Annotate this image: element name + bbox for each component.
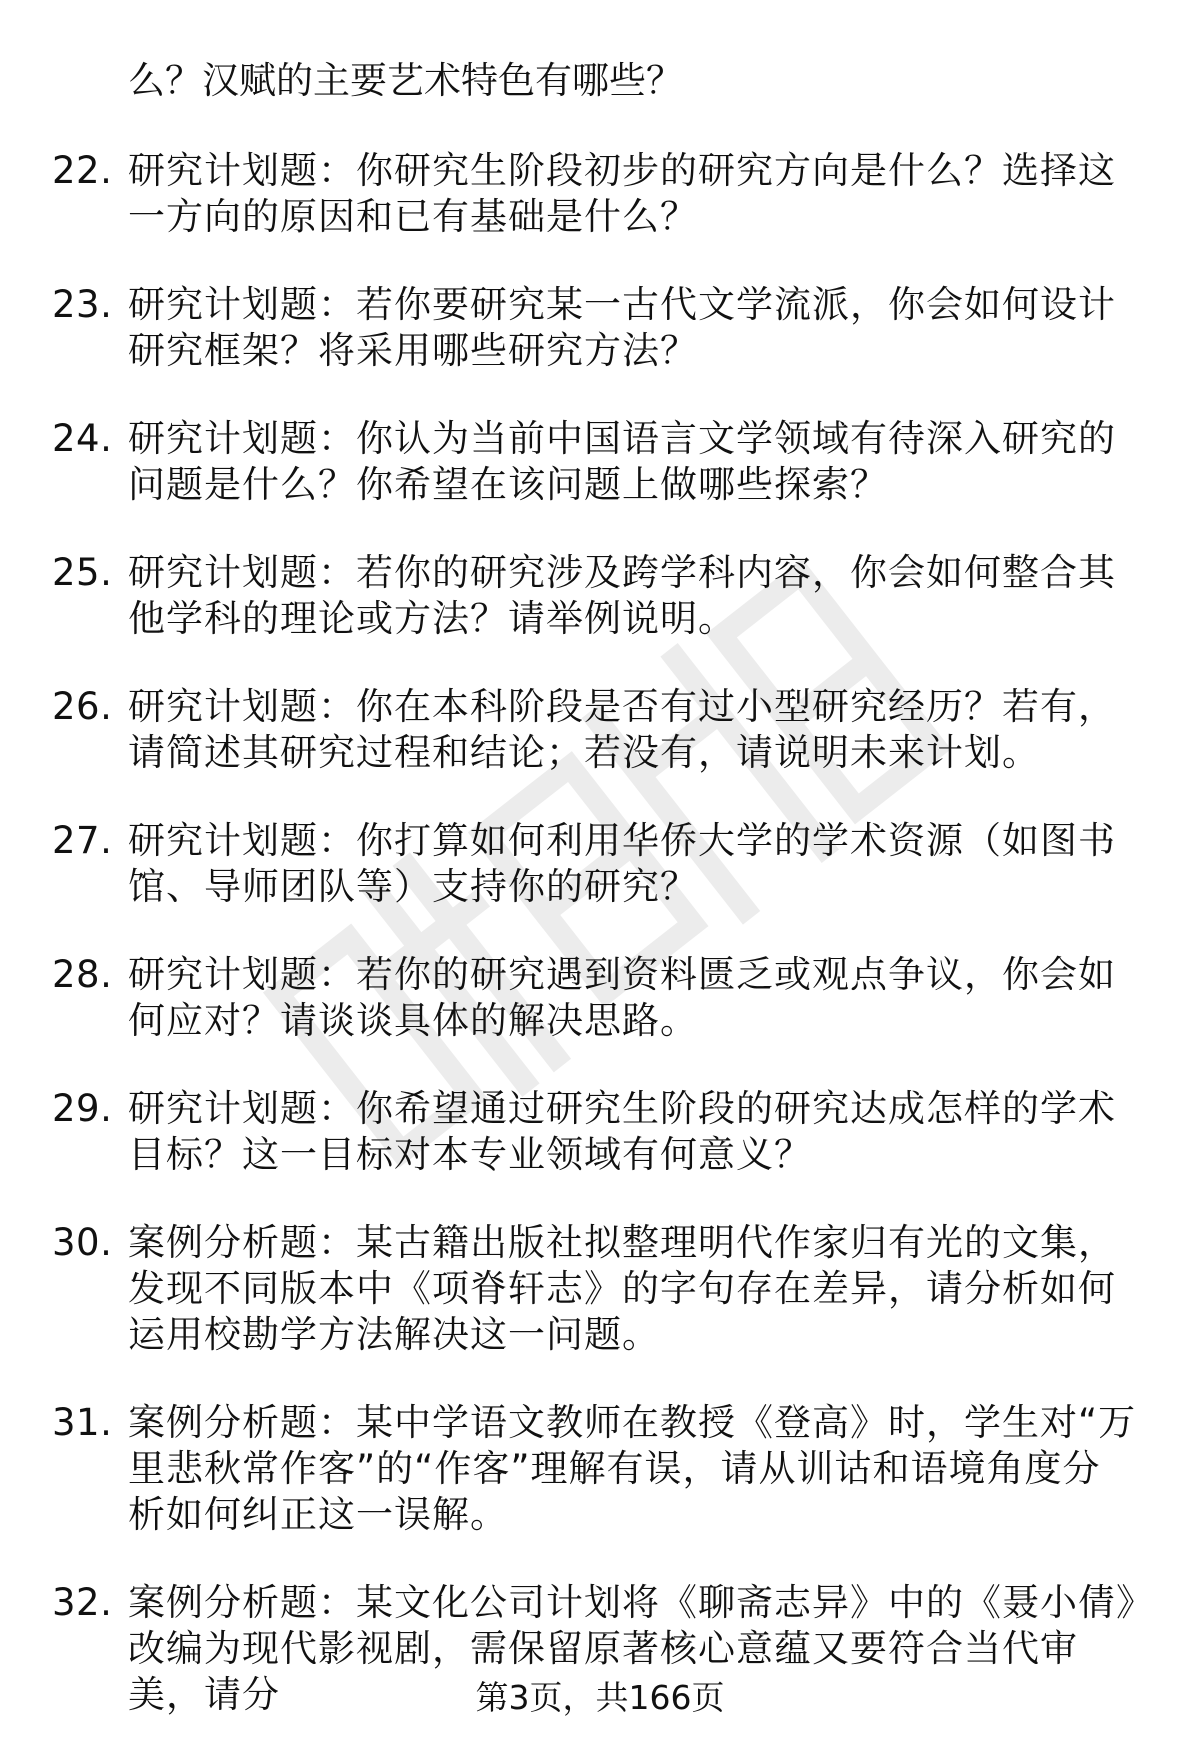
question-text: 研究计划题：若你的研究涉及跨学科内容，你会如何整合其他学科的理论或方法？请举例说明。 xyxy=(128,551,1116,640)
list-item xyxy=(0,684,1200,776)
question-number: 30. xyxy=(52,1221,113,1264)
page-footer: 第3页，共166页 xyxy=(475,1678,725,1717)
question-number: 25. xyxy=(52,551,113,594)
question-number: 23. xyxy=(52,283,113,326)
list-item xyxy=(0,1400,1200,1538)
question-text: 研究计划题：若你的研究遇到资料匮乏或观点争议，你会如何应对？请谈谈具体的解决思路。 xyxy=(128,953,1116,1042)
question-number: 28. xyxy=(52,953,113,996)
list-item xyxy=(0,1086,1200,1178)
question-text: 案例分析题：某古籍出版社拟整理明代作家归有光的文集，发现不同版本中《项脊轩志》的字句存在差异，请分析如何运用校勘学方法解决这一问题。 xyxy=(128,1221,1116,1356)
list-item xyxy=(0,550,1200,642)
question-text: 研究计划题：你研究生阶段初步的研究方向是什么？选择这一方向的原因和已有基础是什么？ xyxy=(128,149,1116,238)
question-list xyxy=(0,148,1200,1760)
list-item xyxy=(0,952,1200,1044)
list-item xyxy=(0,282,1200,374)
question-text: 案例分析题：某中学语文教师在教授《登高》时，学生对“万里悲秋常作客”的“作客”理解有误，请从训诂和语境角度分析如何纠正这一误解。 xyxy=(128,1401,1137,1536)
question-number: 27. xyxy=(52,819,113,862)
question-number: 31. xyxy=(52,1401,113,1444)
question-number: 29. xyxy=(52,1087,113,1130)
question-number: 32. xyxy=(52,1581,113,1624)
question-text: 研究计划题：若你要研究某一古代文学流派，你会如何设计研究框架？将采用哪些研究方法？ xyxy=(128,283,1116,372)
question-text: 研究计划题：你在本科阶段是否有过小型研究经历？若有，请简述其研究过程和结论；若没有，请说明未来计划。 xyxy=(128,685,1116,774)
question-number: 24. xyxy=(52,417,113,460)
question-number: 22. xyxy=(52,149,113,192)
question-number: 26. xyxy=(52,685,113,728)
question-text: 研究计划题：你认为当前中国语言文学领域有待深入研究的问题是什么？你希望在该问题上做哪些探索？ xyxy=(128,417,1116,506)
continuation-text: 么？汉赋的主要艺术特色有哪些？ xyxy=(128,59,683,102)
question-text: 研究计划题：你希望通过研究生阶段的研究达成怎样的学术目标？这一目标对本专业领域有何意义？ xyxy=(128,1087,1116,1176)
list-item xyxy=(0,818,1200,910)
list-item xyxy=(0,416,1200,508)
list-item xyxy=(0,148,1200,240)
question-text: 案例分析题：某文化公司计划将《聊斋志异》中的《聂小倩》改编为现代影视剧，需保留原著核心意蕴又要符合当代审美，请分 xyxy=(128,1581,1136,1716)
question-text: 研究计划题：你打算如何利用华侨大学的学术资源（如图书馆、导师团队等）支持你的研究？ xyxy=(128,819,1116,908)
list-item xyxy=(0,1220,1200,1358)
